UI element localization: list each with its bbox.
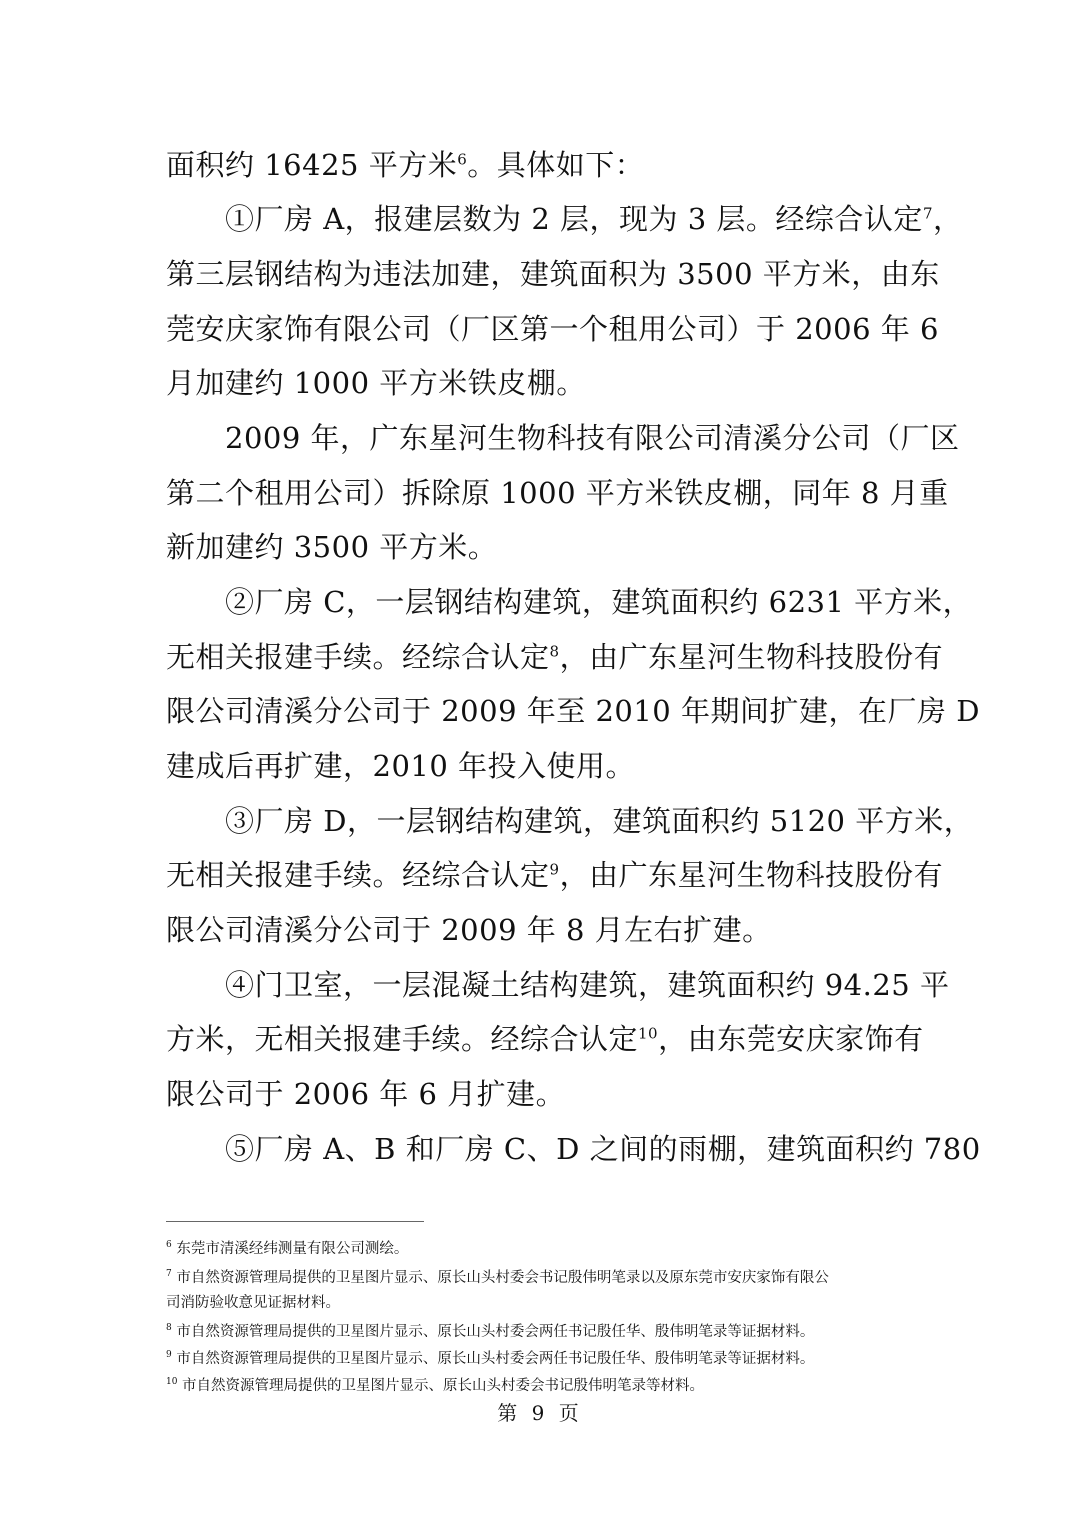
body-line: ⑤厂房 A、B 和厂房 C、D 之间的雨棚，建筑面积约 780 bbox=[166, 1132, 981, 1166]
body-line: ①厂房 A，报建层数为 2 层，现为 3 层。经综合认定$^7$， bbox=[166, 202, 963, 236]
body-line: 无相关报建手续。经综合认定$^8$，由广东星河生物科技股份有 bbox=[166, 640, 944, 674]
body-line: ④门卫室，一层混凝土结构建筑，建筑面积约 94.25 平 bbox=[166, 968, 950, 1002]
body-line: 第二个租用公司）拆除原 1000 平方米铁皮棚，同年 8 月重 bbox=[166, 476, 949, 510]
footnote: $^{10}$ 市自然资源管理局提供的卫星图片显示、原长山头村委会书记殷伟明笔录等材料。 bbox=[166, 1377, 705, 1394]
body-line: 新加建约 3500 平方米。 bbox=[166, 530, 498, 564]
body-line: 第三层钢结构为违法加建，建筑面积为 3500 平方米，由东 bbox=[166, 257, 940, 291]
body-line: 限公司清溪分公司于 2009 年至 2010 年期间扩建，在厂房 D bbox=[166, 694, 980, 728]
body-line: 莞安庆家饰有限公司（厂区第一个租用公司）于 2006 年 6 bbox=[166, 312, 939, 346]
body-line: 月加建约 1000 平方米铁皮棚。 bbox=[166, 366, 586, 400]
body-line: ②厂房 C，一层钢结构建筑，建筑面积约 6231 平方米， bbox=[166, 585, 973, 619]
body-line: ③厂房 D，一层钢结构建筑，建筑面积约 5120 平方米， bbox=[166, 804, 974, 838]
body-line: 限公司清溪分公司于 2009 年 8 月左右扩建。 bbox=[166, 913, 772, 947]
body-line: 建成后再扩建，2010 年投入使用。 bbox=[166, 749, 636, 783]
body-line: 方米，无相关报建手续。经综合认定$^{10}$，由东莞安庆家饰有 bbox=[166, 1022, 924, 1056]
body-line: 无相关报建手续。经综合认定$^9$，由广东星河生物科技股份有 bbox=[166, 858, 944, 892]
footnote: $^7$ 市自然资源管理局提供的卫星图片显示、原长山头村委会书记殷伟明笔录以及原东莞市安庆家饰有限公 bbox=[166, 1269, 829, 1286]
footnote-continuation: 司消防验收意见证据材料。 bbox=[166, 1295, 340, 1311]
body-line: 2009 年，广东星河生物科技有限公司清溪分公司（厂区 bbox=[166, 421, 960, 455]
footnote: $^8$ 市自然资源管理局提供的卫星图片显示、原长山头村委会两任书记殷任华、殷伟明笔录等证据材料。 bbox=[166, 1323, 815, 1340]
footnote: $^9$ 市自然资源管理局提供的卫星图片显示、原长山头村委会两任书记殷任华、殷伟明笔录等证据材料。 bbox=[166, 1350, 815, 1367]
footnote-separator bbox=[166, 1221, 424, 1222]
page-number: 第 9 页 bbox=[497, 1401, 583, 1425]
body-line: 面积约 16425 平方米$^6$。具体如下： bbox=[166, 148, 645, 182]
body-line: 限公司于 2006 年 6 月扩建。 bbox=[166, 1077, 566, 1111]
footnote: $^6$ 东莞市清溪经纬测量有限公司测绘。 bbox=[166, 1240, 409, 1257]
